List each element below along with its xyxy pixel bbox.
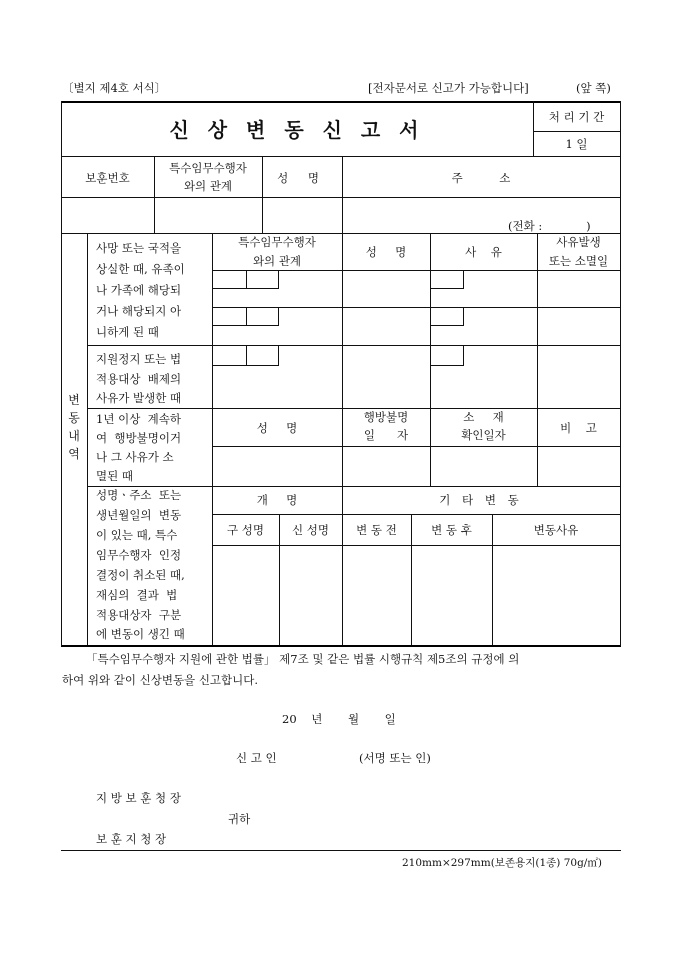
case3-missing-header-1: 행방불명 [363,410,409,424]
case1-row1-reason-code[interactable] [431,271,464,289]
case3-missing-date[interactable] [343,447,429,485]
case1-row2-date[interactable] [538,308,619,344]
case1-row2-reason-code[interactable] [431,308,464,326]
case1-row2-name[interactable] [343,308,429,344]
case4-new-name[interactable] [280,546,341,644]
address-header: 주 소 [451,171,511,185]
case4-after-header: 변 동 후 [431,523,472,537]
case3-reappear-header-2: 확인일자 [461,428,506,442]
honorific: 귀하 [228,812,251,826]
case1-name-header: 성 명 [365,245,407,259]
reporter-label: 신 고 인 [236,751,277,765]
case4-reason[interactable] [493,546,619,644]
processing-period-value: 1 일 [565,137,588,151]
relation-cell[interactable] [155,198,261,232]
change-label-1: 변 [68,393,80,407]
case2-reason-code[interactable] [431,346,464,366]
case4-before[interactable] [343,546,410,644]
case1-date-header-2: 또는 소멸일 [548,254,609,268]
case3-reappear-header-1: 소 재 [463,410,504,424]
phone-field[interactable]: (전화 : ) [508,219,591,233]
case4-old-name[interactable] [213,546,278,644]
paper-spec: 210mm×297mm(보존용지(1종) 70g/㎡) [402,857,602,869]
case4-new-name-header: 신 성명 [292,523,329,537]
electronic-filing-note: [전자문서로 신고가 가능합니다] [368,81,529,95]
change-label-2: 동 [68,411,80,425]
signature-field[interactable]: (서명 또는 인) [359,751,431,765]
relation-header-line1: 특수임무수행자 [169,161,247,175]
case1-relation-header-2: 와의 관계 [252,254,302,268]
report-date[interactable]: 20 년 월 일 [282,712,396,726]
case1-relation-header-1: 특수임무수행자 [238,235,316,249]
case3-remarks[interactable] [538,447,619,485]
form-title: 신 상 변 동 신 고 서 [169,118,425,142]
case3-missing-header-2: 일 자 [363,428,409,442]
case3-name[interactable] [213,447,341,485]
veteran-number-header: 보훈번호 [85,171,130,185]
case1-row1-name[interactable] [343,271,429,306]
case3-name-header: 성 명 [256,421,298,435]
statement-line-1: 「특수임무수행자 지원에 관한 법률」 제7조 및 같은 법률 시행규칙 제5조의 규정에 의 [86,652,520,666]
case1-reason-header: 사 유 [465,245,502,259]
case1-row1-date[interactable] [538,271,619,306]
form-number: 〔별지 제4호 서식〕 [62,81,167,95]
recipient-regional-office: 지 방 보 훈 청 장 [96,791,181,805]
case1-date-header-1: 사유발생 [556,235,601,249]
case3-reappear-date[interactable] [431,447,536,485]
relation-header-line2: 와의 관계 [183,179,233,193]
case4-reason-header: 변동사유 [533,523,579,537]
processing-period-label: 처 리 기 간 [548,110,605,124]
case4-after[interactable] [412,546,491,644]
change-label-4: 역 [68,447,80,461]
case4-before-header: 변 동 전 [356,523,397,537]
statement-line-2: 하여 위와 같이 신상변동을 신고합니다. [62,673,259,687]
recipient-branch-office: 보 훈 지 청 장 [96,832,167,846]
change-label-3: 내 [68,429,80,443]
case4-other-header: 기 타 변 동 [439,493,523,507]
page-side: (앞 쪽) [576,81,611,95]
case4-old-name-header: 구 성명 [227,523,264,537]
case2-name[interactable] [343,346,429,407]
veteran-number-cell[interactable] [62,198,153,232]
case3-remarks-header: 비 고 [560,421,597,435]
case4-rename-header: 개 명 [256,493,298,507]
name-header: 성 명 [277,171,327,185]
name-cell[interactable] [263,198,341,232]
case2-date[interactable] [538,346,619,407]
